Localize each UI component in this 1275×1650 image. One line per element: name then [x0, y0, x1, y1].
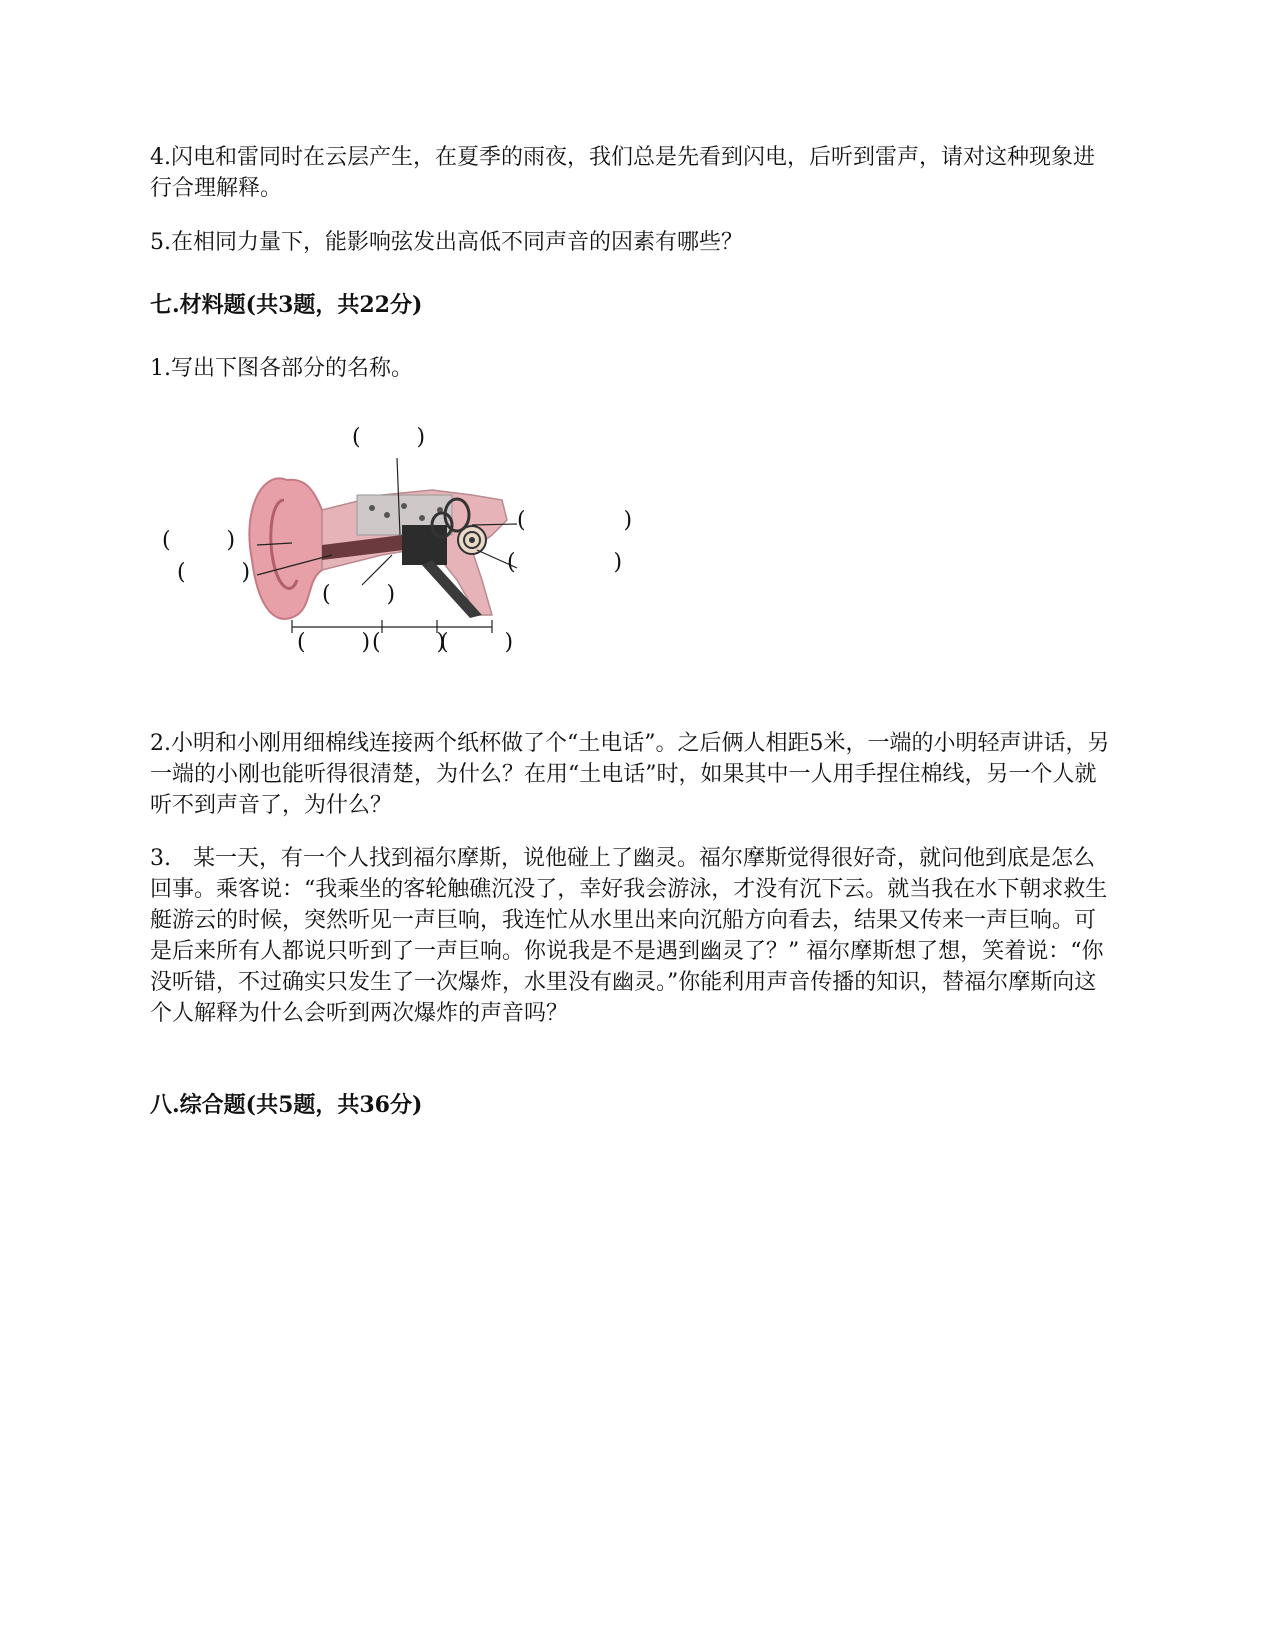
blank-right-2[interactable]: ( )	[507, 550, 623, 575]
blank-bottom-2[interactable]: ( )	[372, 630, 446, 655]
blank-bottom-1[interactable]: ( )	[297, 630, 371, 655]
blank-mid[interactable]: ( )	[322, 582, 396, 607]
question-7-2: 2.小明和小刚用细棉线连接两个纸杯做了个“土电话”。之后俩人相距5米，一端的小明轻声讲话，另一端的小刚也能听得很清楚，为什么？在用“土电话”时，如果其中一人用手捏住棉线，另一个人就听不到声音了，为什么？	[150, 731, 1110, 818]
section-8-heading: 八.综合题(共5题，共36分)	[150, 1092, 423, 1118]
question-6-4: 4.闪电和雷同时在云层产生，在夏季的雨夜，我们总是先看到闪电，后听到雷声，请对这种现象进行合理解释。	[150, 145, 1095, 201]
ear-diagram	[162, 425, 652, 680]
question-7-3: 3. 某一天，有一个人找到福尔摩斯，说他碰上了幽灵。福尔摩斯觉得很好奇，就问他到底是怎么回事。乘客说：“我乘坐的客轮触礁沉没了，幸好我会游泳，才没有沉下云。就当我在水下朝求救生艇游云的时候，突然听见一声巨响，我连忙从水里出来向沉船方向看去，结果又传来一声巨响。可是后来所有人都说只听到了一声巨响。你说我是不是遇到幽灵了？” 福尔摩斯想了想，笑着说：“你没听错，不过确实只发生了一次爆炸，水里没有幽灵。”你能利用声音传播的知识，替福尔摩斯向这个人解释为什么会听到两次爆炸的声音吗？	[150, 846, 1108, 1026]
section-7-heading: 七.材料题(共3题，共22分)	[150, 292, 423, 318]
blank-right-1[interactable]: ( )	[517, 508, 633, 533]
blank-top[interactable]: ( )	[352, 425, 426, 450]
blank-left-2[interactable]: ( )	[177, 560, 251, 585]
question-6-5: 5.在相同力量下，能影响弦发出高低不同声音的因素有哪些？	[150, 230, 743, 255]
blank-left-1[interactable]: ( )	[162, 528, 236, 553]
question-7-1: 1.写出下图各部分的名称。	[150, 356, 413, 381]
blank-bottom-3[interactable]: ( )	[440, 630, 514, 655]
